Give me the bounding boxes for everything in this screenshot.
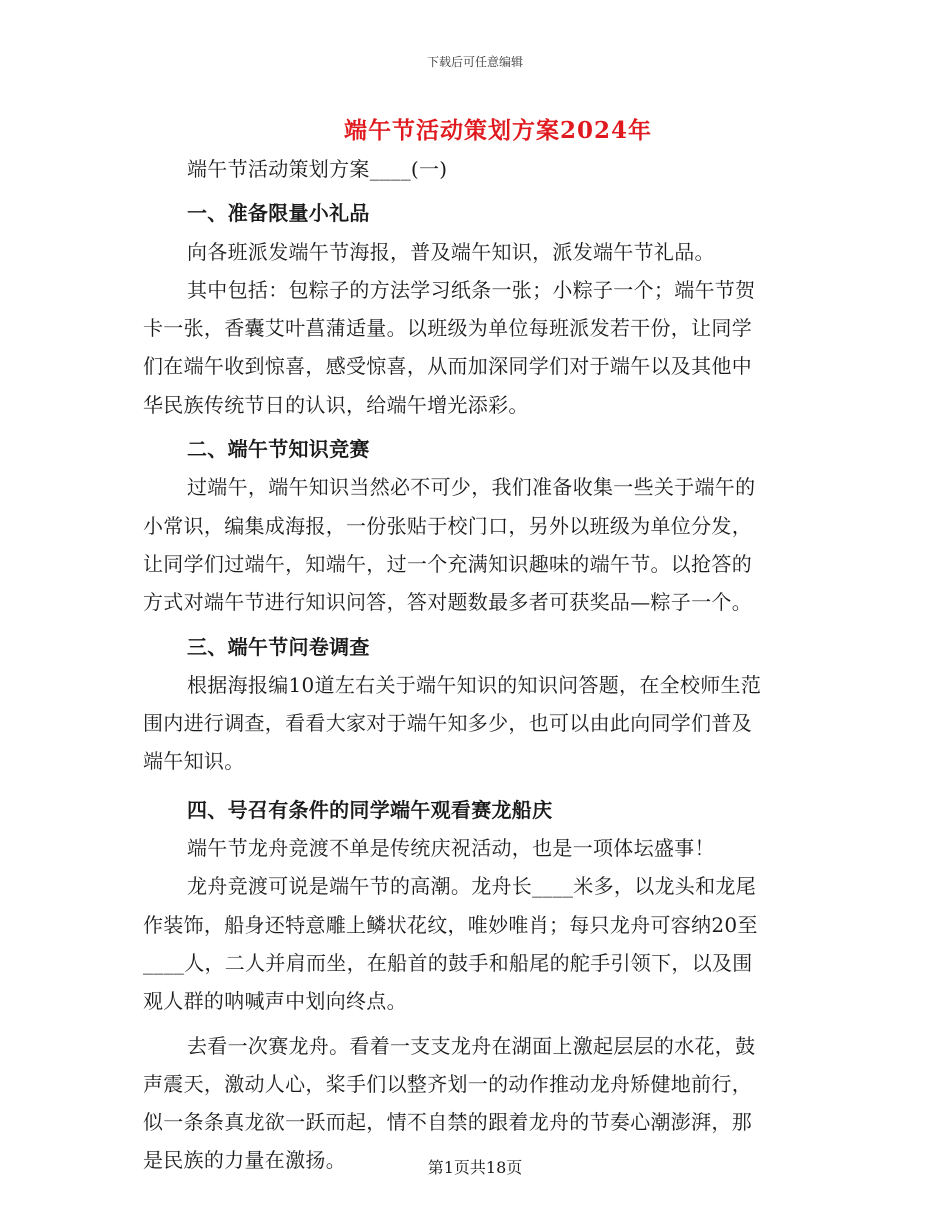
paragraph-line: 方式对端午节进行知识问答，答对题数最多者可获奖品—粽子一个。	[143, 590, 752, 615]
paragraph-line: ____人，二人并肩而坐，在船首的鼓手和船尾的舵手引领下，以及围	[143, 950, 753, 975]
paragraph-line: 端午节龙舟竞渡不单是传统庆祝活动，也是一项体坛盛事！	[187, 836, 715, 861]
paragraph-line: 龙舟竞渡可说是端午节的高潮。龙舟长____米多，以龙头和龙尾	[187, 874, 756, 899]
paragraph-line: 华民族传统节日的认识，给端午增光添彩。	[143, 392, 529, 417]
paragraph-line: 端午知识。	[143, 749, 245, 774]
document-body	[143, 150, 807, 1180]
document-title: 端午节活动策划方案2024年	[343, 117, 652, 144]
paragraph-line: 围内进行调查，看看大家对于端午知多少，也可以由此向同学们普及	[143, 711, 752, 736]
paragraph-line: 让同学们过端午，知端午，过一个充满知识趣味的端午节。以抢答的	[143, 551, 752, 576]
paragraph-line: 卡一张，香囊艾叶菖蒲适量。以班级为单位每班派发若干份，让同学	[143, 316, 752, 341]
document-subtitle: 端午节活动策划方案____(一)	[187, 157, 448, 181]
paragraph-line: 似一条条真龙欲一跃而起，情不自禁的跟着龙舟的节奏心潮澎湃，那	[143, 1110, 752, 1135]
paragraph-line: 声震天，激动人心，桨手们以整齐划一的动作推动龙舟矫健地前行，	[143, 1071, 752, 1096]
paragraph-line: 是民族的力量在激扬。	[143, 1148, 346, 1173]
section-heading-1: 一、准备限量小礼品	[187, 201, 370, 226]
page-number: 第1页共18页	[427, 1158, 523, 1177]
page-header-note: 下载后可任意编辑	[426, 55, 523, 69]
paragraph-line: 小常识，编集成海报，一份张贴于校门口，另外以班级为单位分发，	[143, 513, 752, 538]
section-heading-3: 三、端午节问卷调查	[187, 634, 370, 659]
paragraph-line: 作装饰，船身还特意雕上鳞状花纹，唯妙唯肖；每只龙舟可容纳20至	[143, 912, 758, 937]
paragraph-line: 根据海报编10道左右关于端午知识的知识问答题，在全校师生范	[187, 672, 762, 697]
paragraph-line: 观人群的呐喊声中划向终点。	[143, 989, 407, 1014]
paragraph-line: 过端午，端午知识当然必不可少，我们准备收集一些关于端午的	[187, 475, 756, 500]
paragraph-line: 其中包括：包粽子的方法学习纸条一张；小粽子一个；端午节贺	[187, 277, 756, 302]
paragraph-line: 向各班派发端午节海报，普及端午知识，派发端午节礼品。	[187, 239, 715, 264]
section-heading-4: 四、号召有条件的同学端午观看赛龙船庆	[187, 797, 553, 822]
paragraph-line: 们在端午收到惊喜，感受惊喜，从而加深同学们对于端午以及其他中	[143, 354, 752, 379]
paragraph-line: 去看一次赛龙舟。看着一支支龙舟在湖面上激起层层的水花，鼓	[187, 1033, 756, 1058]
section-heading-2: 二、端午节知识竞赛	[187, 437, 370, 462]
